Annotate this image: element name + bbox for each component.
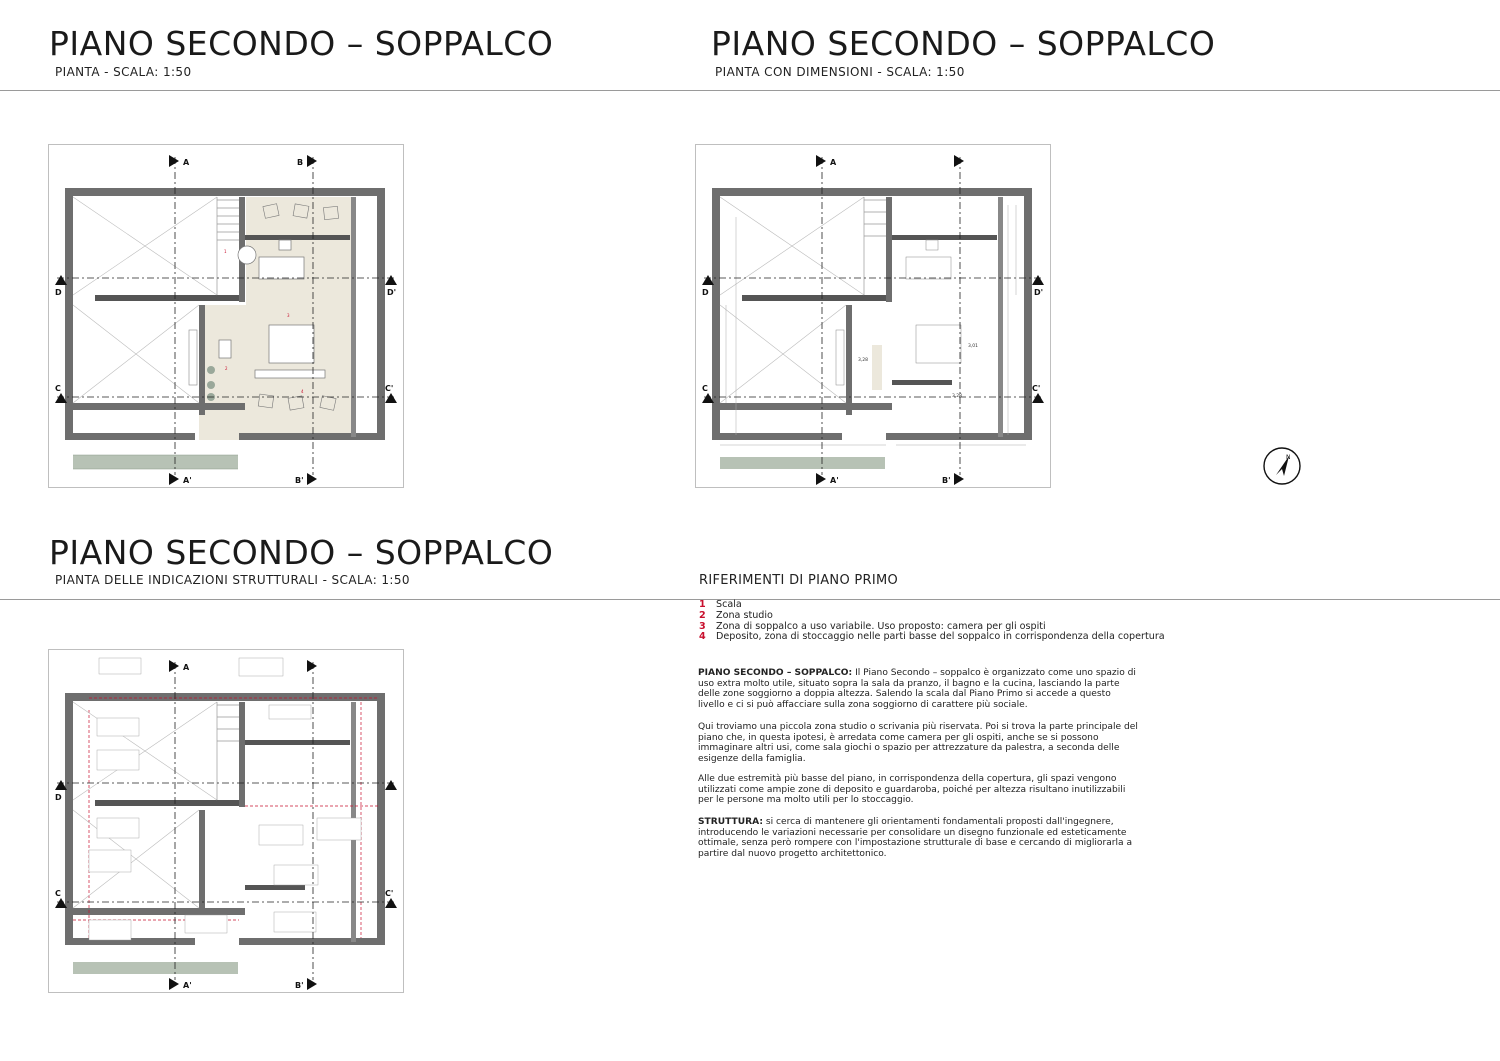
- section-mark-d: D: [702, 288, 709, 297]
- north-compass-icon: [1262, 446, 1302, 490]
- section-mark-b-prime: B': [942, 476, 951, 485]
- section-mark-d-prime: D': [387, 288, 397, 297]
- section-mark-a: A: [183, 158, 190, 167]
- section-mark-b-prime: B': [295, 981, 304, 990]
- divider-top: [0, 90, 1500, 91]
- plan-subtitle-3: PIANTA DELLE INDICAZIONI STRUTTURALI - SCALA: 1:50: [55, 573, 410, 587]
- section-mark-c-prime: C': [385, 384, 394, 393]
- north-label: N: [1286, 454, 1291, 461]
- description-paragraph-3: Alle due estremità più basse del piano, in corrispondenza della copertura, gli spazi vengono utilizzati come ampie zone di deposito e guardaroba, poiché per altezza risultano inutilizzabili per le persone ma molto utili per lo stoccaggio.: [698, 774, 1126, 806]
- reference-item: 3 Zona di soppalco a uso variabile. Uso proposto: camera per gli ospiti: [699, 620, 1046, 632]
- room-number-storage: 4: [301, 389, 304, 394]
- plan-title-3: PIANO SECONDO – SOPPALCO: [49, 533, 554, 572]
- section-mark-a: A: [183, 663, 190, 672]
- reference-item: 2 Zona studio: [699, 609, 773, 621]
- section-mark-d-prime: D': [1034, 288, 1044, 297]
- description-paragraph-4: STRUTTURA: si cerca di mantenere gli orientamenti fondamentali proposti dall'ingegnere, introducendo le variazioni necessarie per consolidare un disegno funzionale ed esteticamente ottimale, senza però rompere con l'impostazione strutturale di base e cercando di migliorarla a partire dal nuovo progetto architettonico.: [698, 817, 1133, 859]
- floor-plan-structural: [48, 649, 404, 993]
- section-mark-a-prime: A': [830, 476, 839, 485]
- references-list: [699, 600, 1165, 643]
- section-mark-a: A: [830, 158, 837, 167]
- description-paragraph-1: PIANO SECONDO – SOPPALCO: Il Piano Secondo – soppalco è organizzato come uno spazio di uso extra molto utile, situato sopra la sala da pranzo, il bagno e la cucina, lasciando la parte delle zone soggiorno a doppia altezza. Salendo la scala dal Piano Primo si accede a questo livello e ci si può affacciare sulla zona soggiorno di carattere più sociale.: [698, 668, 1136, 710]
- room-number-guest: 3: [287, 313, 290, 318]
- section-mark-b: B: [297, 158, 304, 167]
- section-mark-d: D: [55, 793, 62, 802]
- reference-item: 1 Scala: [699, 599, 742, 610]
- section-mark-a-prime: A': [183, 981, 192, 990]
- description-paragraph-2: Qui troviamo una piccola zona studio o scrivania più riservata. Poi si trova la parte principale del piano che, in questa ipotesi, è arredata come camera per gli ospiti, anche se si possono immaginare altri usi, come sala giochi o spazio per attrezzature da palestra, a seconda delle esigenze della famiglia.: [698, 722, 1138, 764]
- plan-subtitle-2: PIANTA CON DIMENSIONI - SCALA: 1:50: [715, 65, 965, 79]
- plan-title-2: PIANO SECONDO – SOPPALCO: [711, 24, 1216, 63]
- ceiling-height-c: 3,28: [952, 394, 963, 399]
- floor-plan-furnished: [48, 144, 404, 488]
- section-mark-c: C: [702, 384, 708, 393]
- reference-item: 4 Deposito, zona di stoccaggio nelle parti basse del soppalco in corrispondenza della copertura: [699, 631, 1165, 643]
- ceiling-height-b: 3,28: [858, 358, 869, 363]
- section-mark-c: C: [55, 889, 61, 898]
- section-mark-a-prime: A': [183, 476, 192, 485]
- plan-title-1: PIANO SECONDO – SOPPALCO: [49, 24, 554, 63]
- section-mark-c: C: [55, 384, 61, 393]
- plan-subtitle-1: PIANTA - SCALA: 1:50: [55, 65, 192, 79]
- floor-plan-dimensions: [695, 144, 1051, 488]
- section-mark-b-prime: B': [295, 476, 304, 485]
- section-mark-c-prime: C': [1032, 384, 1041, 393]
- section-mark-c-prime: C': [385, 889, 394, 898]
- ceiling-height-a: 3,01: [968, 344, 979, 349]
- room-number-stair: 1: [224, 249, 227, 254]
- section-mark-d: D: [55, 288, 62, 297]
- room-number-study: 2: [225, 366, 228, 371]
- references-title: RIFERIMENTI DI PIANO PRIMO: [699, 573, 899, 588]
